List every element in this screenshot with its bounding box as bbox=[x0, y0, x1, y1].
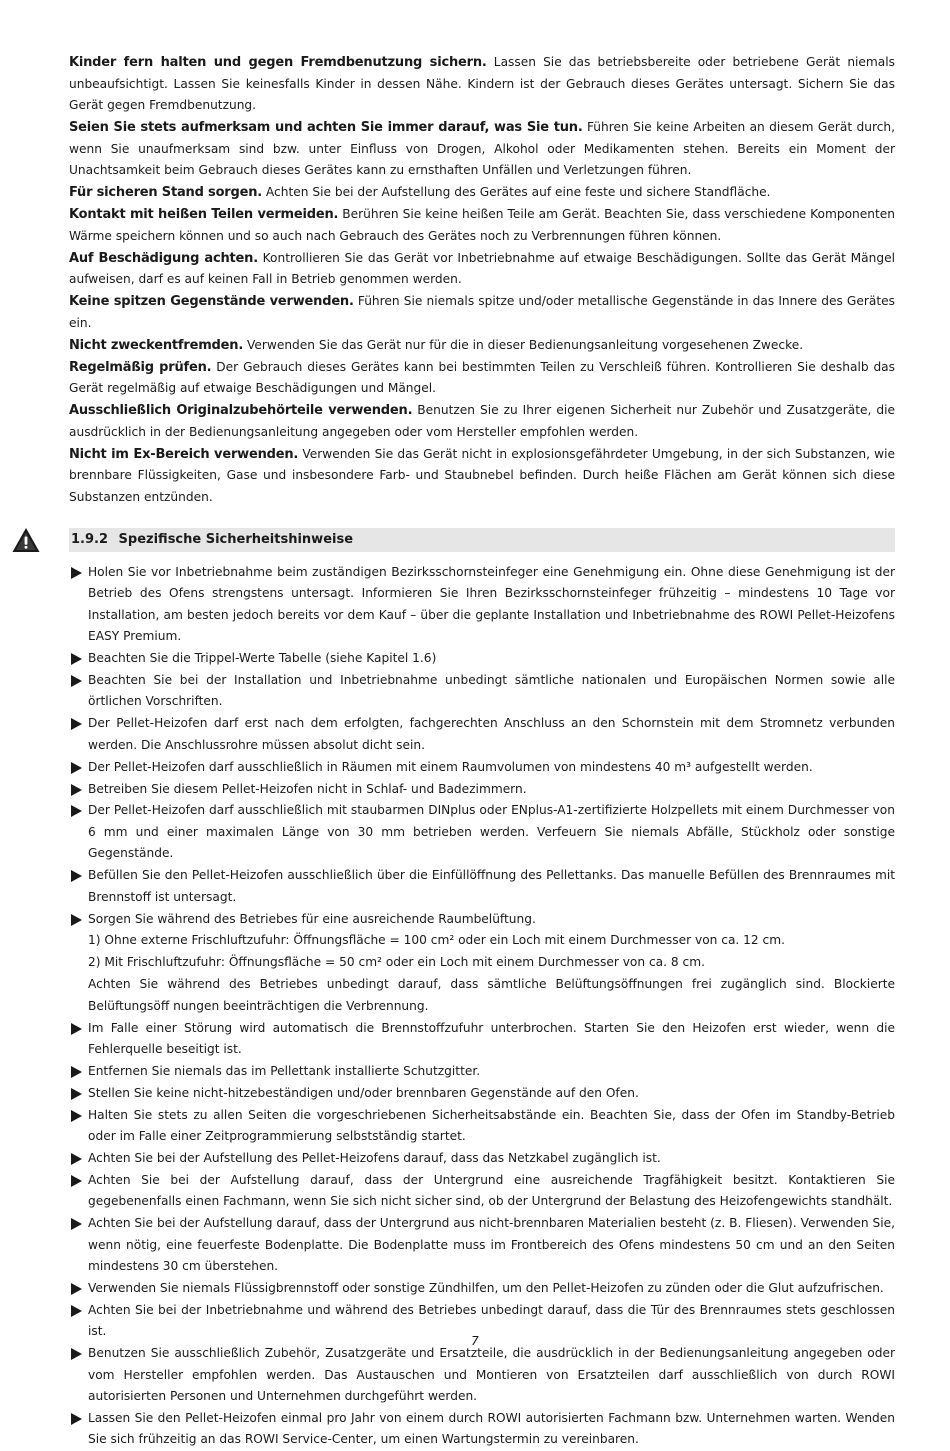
paragraph-lead: Kinder fern halten und gegen Fremdbenutzung sichern. bbox=[69, 55, 487, 70]
list-item bbox=[69, 1148, 895, 1169]
safety-paragraph bbox=[69, 117, 895, 182]
specific-safety-list bbox=[69, 562, 895, 1451]
paragraph-lead: Ausschließlich Originalzubehörteile verwenden. bbox=[69, 403, 413, 418]
list-subitem bbox=[69, 930, 895, 951]
section-heading bbox=[69, 528, 895, 552]
list-item bbox=[69, 1408, 895, 1451]
list-item-text: Halten Sie stets zu allen Seiten die vorgeschriebenen Sicherheitsabstände ein. Beachten Sie, dass der Ofen im Standby-Betrieb oder im Falle einer Zeitprogrammierung selbstständig startet. bbox=[88, 1107, 895, 1144]
bullet-arrow-icon bbox=[71, 1110, 82, 1122]
paragraph-lead: Auf Beschädigung achten. bbox=[69, 250, 258, 266]
bullet-arrow-icon bbox=[71, 870, 82, 882]
safety-paragraph bbox=[69, 52, 895, 117]
paragraph-text: Verwenden Sie das Gerät nur für die in dieser Bedienungsanleitung vorgesehenen Zwecke. bbox=[243, 337, 804, 352]
list-item-text: Befüllen Sie den Pellet-Heizofen ausschließlich über die Einfüllöffnung des Pellettanks. Das manuelle Befüllen des Brennraumes mit Brennstoff ist untersagt. bbox=[88, 868, 895, 904]
list-item-text: Beachten Sie die Trippel-Werte Tabelle (siehe Kapitel 1.6) bbox=[88, 651, 437, 666]
list-item-text: Lassen Sie den Pellet-Heizofen einmal pro Jahr von einem durch ROWI autorisierten Fachmann bzw. Unternehmen warten. Wenden Sie sich frühzeitig an das ROWI Service-Center, um einen Wartungstermin zu vereinbaren. bbox=[88, 1410, 895, 1447]
list-item bbox=[69, 1278, 895, 1299]
list-item bbox=[69, 648, 895, 669]
list-item-text: 2) Mit Frischluftzufuhr: Öffnungsfläche = 50 cm² oder ein Loch mit einem Durchmesser von ca. 8 cm. bbox=[88, 955, 705, 970]
list-item-text: Entfernen Sie niemals das im Pellettank installierte Schutzgitter. bbox=[88, 1063, 481, 1078]
list-item-text: Der Pellet-Heizofen darf erst nach dem erfolgten, fachgerechten Anschluss an den Schornstein mit dem Stromnetz verbunden werden. Die Anschlussrohre müssen absolut dicht sein. bbox=[88, 716, 895, 752]
list-item bbox=[69, 1343, 895, 1407]
list-item-text: Achten Sie bei der Aufstellung darauf, dass der Untergrund eine ausreichende Tragfähigkeit besitzt. Kontaktieren Sie gegebenenfalls einen Fachmann, wenn Sie sich nicht sicher sind, ob der Untergrund der Belastung des Heizofengewichts standhält. bbox=[88, 1172, 895, 1209]
bullet-arrow-icon bbox=[71, 675, 82, 687]
bullet-arrow-icon bbox=[71, 1153, 82, 1165]
list-item-text: Betreiben Sie diesem Pellet-Heizofen nicht in Schlaf- und Badezimmern. bbox=[88, 781, 527, 796]
paragraph-text: Führen Sie keine Arbeiten an diesem Gerät durch, wenn Sie unaufmerksam sind bzw. unter Einfluss von Drogen, Alkohol oder Medikamenten stehen. Bereits ein Moment der Unachtsamkeit beim Gebrauch dieses Gerätes kann zu ernsthaften Unfällen und Verletzungen führen. bbox=[69, 120, 895, 177]
list-subitem bbox=[69, 974, 895, 1017]
list-item-text: Achten Sie bei der Aufstellung darauf, dass der Untergrund aus nicht-brennbaren Materialien besteht (z. B. Fliesen). Verwenden Sie, wenn nötig, eine feuerfeste Bodenplatte. Die Bodenplatte muss im Frontbereich des Ofens mindestens 50 cm und an den Seiten mindestens 30 cm überstehen. bbox=[88, 1216, 895, 1273]
paragraph-text: Kontrollieren Sie das Gerät vor Inbetriebnahme auf etwaige Beschädigungen. Sollte das Gerät Mängel aufweisen, darf es auf keinen Fall in Betrieb genommen werden. bbox=[69, 250, 895, 286]
list-item-text: Verwenden Sie niemals Flüssigbrennstoff oder sonstige Zündhilfen, um den Pellet-Heizofen zu zünden oder die Glut aufzufrischen. bbox=[88, 1280, 884, 1295]
list-item bbox=[69, 800, 895, 864]
list-item-text: Stellen Sie keine nicht-hitzebeständigen und/oder brennbaren Gegenstände auf den Ofen. bbox=[88, 1085, 639, 1100]
safety-paragraph bbox=[69, 400, 895, 443]
list-item-text: Sorgen Sie während des Betriebes für eine ausreichende Raumbelüftung. bbox=[88, 911, 536, 926]
bullet-arrow-icon bbox=[71, 1218, 82, 1230]
bullet-arrow-icon bbox=[71, 1023, 82, 1035]
list-item bbox=[69, 713, 895, 756]
list-item-text: Der Pellet-Heizofen darf ausschließlich in Räumen mit einem Raumvolumen von mindestens 40 m³ aufgestellt werden. bbox=[88, 759, 813, 774]
safety-paragraph bbox=[69, 357, 895, 400]
paragraph-lead: Nicht zweckentfremden. bbox=[69, 337, 244, 353]
list-item bbox=[69, 1083, 895, 1104]
list-item bbox=[69, 1170, 895, 1213]
paragraph-text: Benutzen Sie zu Ihrer eigenen Sicherheit nur Zubehör und Zusatzgeräte, die ausdrücklich in der Bedienungsanleitung angegeben oder vom Hersteller empfohlen werden. bbox=[69, 403, 896, 439]
paragraph-lead: Keine spitzen Gegenstände verwenden. bbox=[69, 294, 354, 309]
list-item-text: Achten Sie bei der Inbetriebnahme und während des Betriebes unbedingt darauf, dass die Tür des Brennraumes stets geschlossen ist. bbox=[88, 1302, 895, 1339]
paragraph-lead: Seien Sie stets aufmerksam und achten Sie immer darauf, was Sie tun. bbox=[69, 120, 583, 135]
safety-paragraph bbox=[69, 248, 895, 291]
paragraph-text: Lassen Sie das betriebsbereite oder betriebene Gerät niemals unbeaufsichtigt. Lassen Sie keinesfalls Kinder in dessen Nähe. Kindern ist der Gebrauch dieses Gerätes untersagt. Sichern Sie das Gerät gegen Fremdbenutzung. bbox=[69, 55, 896, 112]
bullet-arrow-icon bbox=[71, 762, 82, 774]
list-subitem bbox=[69, 952, 895, 973]
list-item-text: Achten Sie bei der Aufstellung des Pellet-Heizofens darauf, dass das Netzkabel zugänglich ist. bbox=[88, 1150, 661, 1165]
section-title: Spezifische Sicherheitshinweise bbox=[118, 532, 354, 547]
list-item bbox=[69, 757, 895, 778]
list-item bbox=[69, 562, 895, 648]
list-item bbox=[69, 670, 895, 713]
safety-paragraph bbox=[69, 204, 895, 247]
bullet-arrow-icon bbox=[71, 1088, 82, 1100]
paragraph-text: Verwenden Sie das Gerät nicht in explosionsgefährdeter Umgebung, in der sich Substanzen, wie brennbare Flüssigkeiten, Gase und insbesondere Farb- und Staubnebel befinden. Durch heiße Flächen am Gerät können sich diese Substanzen entzünden. bbox=[69, 446, 895, 504]
section-number: 1.9.2 bbox=[71, 532, 109, 547]
safety-paragraph bbox=[69, 335, 895, 357]
safety-paragraph bbox=[69, 291, 895, 334]
list-item-text: Der Pellet-Heizofen darf ausschließlich mit staubarmen DINplus oder ENplus-A1-zertifizierte Holzpellets mit einem Durchmesser von 6 mm und einer maximalen Länge von 30 mm betrieben werden. Verfeuern Sie niemals Abfälle, Stückholz oder sonstige Gegenstände. bbox=[88, 803, 895, 861]
list-item-text: 1) Ohne externe Frischluftzufuhr: Öffnungsfläche = 100 cm² oder ein Loch mit einem Durchmesser von ca. 12 cm. bbox=[88, 933, 786, 948]
list-item bbox=[69, 865, 895, 908]
bullet-arrow-icon bbox=[71, 914, 82, 926]
list-item bbox=[69, 1061, 895, 1082]
list-item bbox=[69, 1213, 895, 1277]
list-item-text: Im Falle einer Störung wird automatisch die Brennstoffzufuhr unterbrochen. Starten Sie den Heizofen erst wieder, wenn die Fehlerquelle beseitigt ist. bbox=[88, 1020, 895, 1056]
list-item-text: Holen Sie vor Inbetriebnahme beim zuständigen Bezirksschornsteinfeger eine Genehmigung ein. Ohne diese Genehmigung ist der Betrieb des Ofens strengstens untersagt. Informieren Sie Ihren Bezirksschornsteinfeger frühzeitig – mindestens 10 Tage vor Installation, am besten jedoch bereits vor dem Kauf – über die geplante Installation und Inbetriebnahme des ROWI Pellet-Heizofens EASY Premium. bbox=[88, 565, 895, 644]
bullet-arrow-icon bbox=[71, 1066, 82, 1078]
list-item-text: Benutzen Sie ausschließlich Zubehör, Zusatzgeräte und Ersatzteile, die ausdrücklich in der Bedienungsanleitung angegeben oder vom Hersteller empfohlen werden. Das Austauschen und Montieren von Ersatzteilen darf ausschließlich von durch ROWI autorisierten Personen und Unternehmen durchgeführt werden. bbox=[88, 1346, 895, 1403]
paragraph-text: Führen Sie niemals spitze und/oder metallische Gegenstände in das Innere des Gerätes ein. bbox=[69, 294, 895, 330]
bullet-arrow-icon bbox=[71, 718, 82, 730]
paragraph-lead: Regelmäßig prüfen. bbox=[69, 359, 212, 375]
paragraph-text: Der Gebrauch dieses Gerätes kann bei bestimmten Teilen zu Verschleiß führen. Kontrollieren Sie deshalb das Gerät regelmäßig auf etwaige Beschädigungen und Mängel. bbox=[69, 359, 895, 395]
bullet-arrow-icon bbox=[71, 784, 82, 796]
safety-paragraph bbox=[69, 182, 895, 204]
paragraph-text: Berühren Sie keine heißen Teile am Gerät. Beachten Sie, dass verschiedene Komponenten Wärme speichern können und so auch nach Gebrauch des Gerätes noch zu Verbrennungen führen können. bbox=[69, 207, 896, 243]
general-safety-paragraphs bbox=[69, 52, 895, 508]
list-item-text: Beachten Sie bei der Installation und Inbetriebnahme unbedingt sämtliche nationalen und Europäischen Normen sowie alle örtlichen Vorschriften. bbox=[88, 673, 895, 709]
bullet-arrow-icon bbox=[71, 1348, 82, 1360]
bullet-arrow-icon bbox=[71, 1175, 82, 1187]
list-item bbox=[69, 1105, 895, 1148]
list-item bbox=[69, 779, 895, 800]
paragraph-lead: Für sicheren Stand sorgen. bbox=[69, 185, 263, 200]
bullet-arrow-icon bbox=[71, 567, 82, 579]
bullet-arrow-icon bbox=[71, 1305, 82, 1317]
warning-triangle-icon bbox=[11, 526, 41, 554]
page-number: 7 bbox=[471, 1334, 479, 1348]
paragraph-lead: Kontakt mit heißen Teilen vermeiden. bbox=[69, 207, 339, 222]
safety-paragraph bbox=[69, 444, 895, 509]
list-item bbox=[69, 909, 895, 930]
bullet-arrow-icon bbox=[71, 1283, 82, 1295]
bullet-arrow-icon bbox=[71, 1413, 82, 1425]
paragraph-lead: Nicht im Ex-Bereich verwenden. bbox=[69, 446, 299, 462]
list-item-text: Achten Sie während des Betriebes unbedingt darauf, dass sämtliche Belüftungsöffnungen frei zugänglich sind. Blockierte Belüftungsöff nungen beeinträchtigen die Verbrennung. bbox=[88, 977, 895, 1013]
paragraph-text: Achten Sie bei der Aufstellung des Gerätes auf eine feste und sichere Standfläche. bbox=[262, 185, 771, 199]
bullet-arrow-icon bbox=[71, 805, 82, 817]
list-item bbox=[69, 1018, 895, 1061]
bullet-arrow-icon bbox=[71, 653, 82, 665]
page-content bbox=[69, 52, 895, 1451]
